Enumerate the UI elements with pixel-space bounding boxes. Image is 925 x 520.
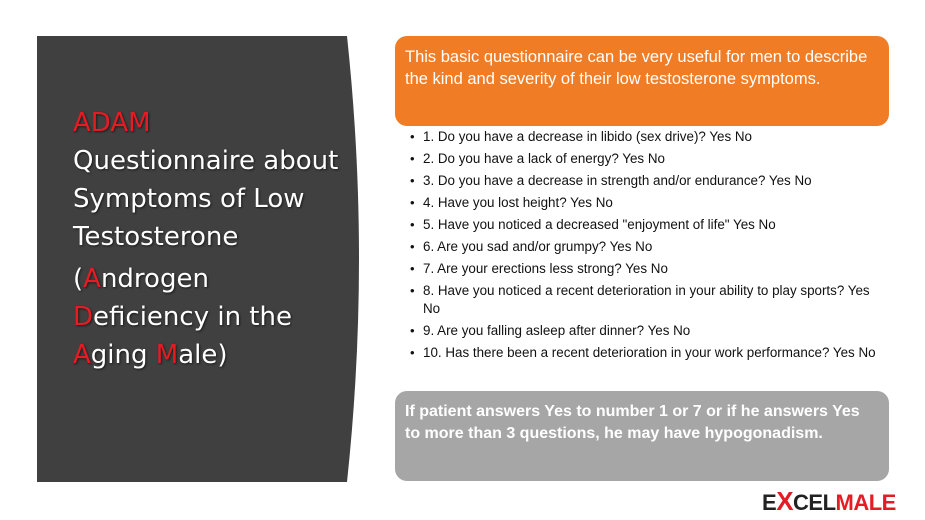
conclusion-box: If patient answers Yes to number 1 or 7 or if he answers Yes to more than 3 questions, he may have hypogonadism. (395, 391, 889, 481)
subtitle-ale: ale) (178, 340, 228, 370)
subtitle-ging: ging (90, 340, 156, 370)
question-list (410, 128, 880, 366)
logo-male: MALE (835, 490, 896, 515)
logo-cel: CEL (793, 490, 836, 515)
subtitle-letter-a: A (83, 264, 101, 294)
question-item: • 9. Are you falling asleep after dinner? Yes No (410, 322, 880, 340)
title-main: Questionnaire about Symptoms of Low Testosterone (73, 146, 339, 252)
excelmale-logo (762, 486, 912, 516)
logo-e: E (762, 490, 777, 515)
subtitle-ndrogen: ndrogen (100, 264, 209, 294)
slide-title (73, 104, 353, 374)
title-panel (37, 36, 359, 482)
title-adam: ADAM (73, 108, 151, 138)
question-item: • 1. Do you have a decrease in libido (sex drive)? Yes No (410, 128, 880, 146)
subtitle-letter-a2: A (73, 340, 91, 370)
question-item: • 4. Have you lost height? Yes No (410, 194, 880, 212)
question-item: • 8. Have you noticed a recent deterioration in your ability to play sports? Yes No (410, 282, 880, 317)
intro-box: This basic questionnaire can be very useful for men to describe the kind and severity of their low testosterone symptoms. (395, 36, 889, 126)
question-item: • 2. Do you have a lack of energy? Yes No (410, 150, 880, 168)
question-item: • 7. Are your erections less strong? Yes No (410, 260, 880, 278)
question-item: • 5. Have you noticed a decreased "enjoyment of life" Yes No (410, 216, 880, 234)
subtitle-eficiency: eficiency in the (93, 302, 292, 332)
subtitle-letter-d: D (73, 302, 94, 332)
question-item: • 6. Are you sad and/or grumpy? Yes No (410, 238, 880, 256)
question-item: • 3. Do you have a decrease in strength and/or endurance? Yes No (410, 172, 880, 190)
question-item: • 10. Has there been a recent deterioration in your work performance? Yes No (410, 344, 880, 362)
title-subtitle (73, 260, 353, 374)
subtitle-letter-m: M (155, 340, 179, 370)
logo-x: X (776, 486, 794, 516)
subtitle-paren: ( (73, 264, 84, 294)
